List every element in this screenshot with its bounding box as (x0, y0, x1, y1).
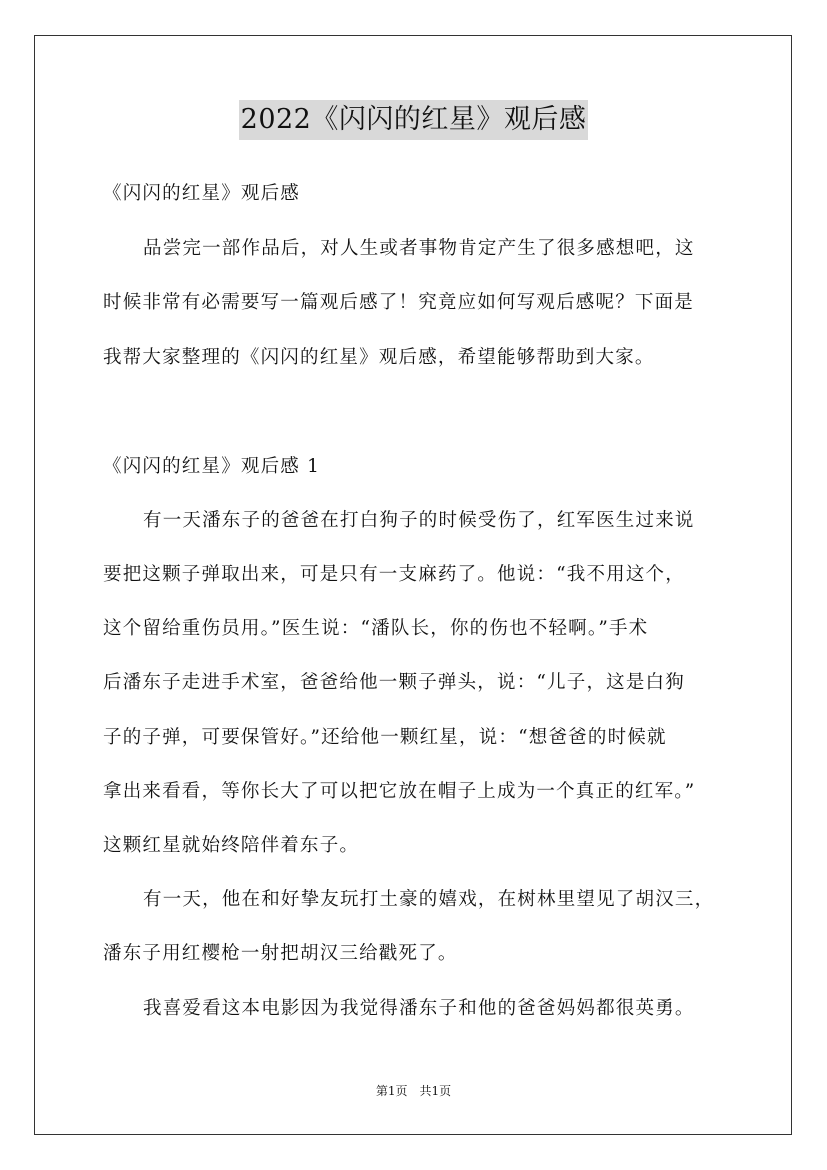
paragraph-line: 潘东子用红樱枪一射把胡汉三给戳死了。 (103, 943, 458, 964)
intro-line: 时候非常有必需要写一篇观后感了！究竟应如何写观后感呢？下面是 (103, 292, 695, 313)
page-number: 第1页 共1页 (375, 1084, 452, 1098)
paragraph-line: 要把这颗子弹取出来，可是只有一支麻药了。他说：“我不用这个， (103, 564, 685, 585)
paragraph-line: 有一天，他在和好挚友玩打土豪的嬉戏，在树林里望见了胡汉三， (143, 889, 715, 910)
subtitle: 《闪闪的红星》观后感 (103, 183, 301, 204)
paragraph-line: 这个留给重伤员用。”医生说：“潘队长，你的伤也不轻啊。”手术 (103, 618, 649, 639)
paragraph-line: 有一天潘东子的爸爸在打白狗子的时候受伤了，红军医生过来说 (143, 510, 695, 531)
paragraph-line: 我喜爱看这本电影因为我觉得潘东子和他的爸爸妈妈都很英勇。 (143, 998, 695, 1019)
paragraph-line: 这颗红星就始终陪伴着东子。 (103, 835, 360, 856)
paragraph-line: 后潘东子走进手术室，爸爸给他一颗子弹头，说：“儿子，这是白狗 (103, 672, 685, 693)
paragraph-line: 拿出来看看，等你长大了可以把它放在帽子上成为一个真正的红军。” (103, 781, 696, 802)
title-container (0, 100, 827, 140)
intro-line: 我帮大家整理的《闪闪的红星》观后感，希望能够帮助到大家。 (103, 347, 655, 368)
section-heading: 《闪闪的红星》观后感 1 (103, 456, 321, 477)
paragraph-line: 子的子弹，可要保管好。”还给他一颗红星，说：“想爸爸的时候就 (103, 727, 667, 748)
document-title: 2022《闪闪的红星》观后感 (239, 100, 589, 140)
intro-line: 品尝完一部作品后，对人生或者事物肯定产生了很多感想吧，这 (143, 238, 695, 259)
